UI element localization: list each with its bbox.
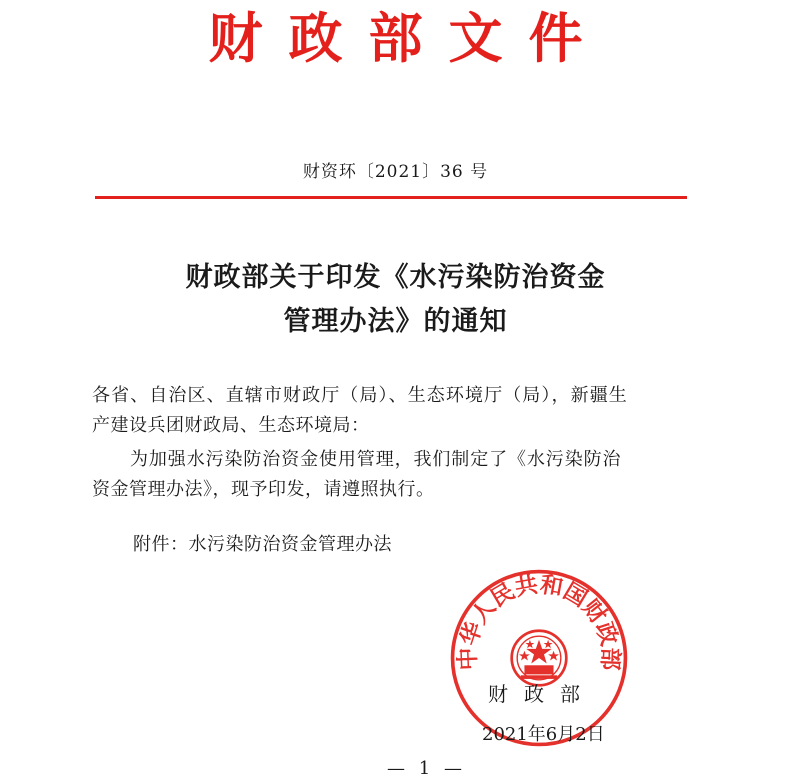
masthead-title: 财政部文件	[208, 7, 609, 70]
seal-ring-text: 中华人民共和国财政部	[454, 571, 624, 671]
addressee-line-1: 各省、自治区、直辖市财政厅（局）、生态环境厅（局），新疆生	[92, 385, 628, 406]
notice-title-line-1: 财政部关于印发《水污染防治资金	[185, 262, 606, 293]
addressee-line-2: 产建设兵团财政局、生态环境局：	[92, 415, 370, 436]
national-emblem-icon	[512, 631, 567, 686]
page-number: — 1 —	[387, 758, 466, 779]
issuer-signature: 财政部	[488, 682, 596, 706]
red-divider-line	[95, 196, 687, 199]
document-number: 财资环〔2021〕36 号	[302, 162, 489, 182]
attachment-line: 附件：水污染防治资金管理办法	[133, 534, 392, 555]
issue-date: 2021年6月2日	[482, 724, 605, 745]
notice-title-line-2: 管理办法》的通知	[283, 306, 508, 337]
body-paragraph-line-1: 为加强水污染防治资金使用管理，我们制定了《水污染防治	[130, 449, 622, 470]
body-paragraph-line-2: 资金管理办法》，现予印发，请遵照执行。	[92, 479, 435, 500]
